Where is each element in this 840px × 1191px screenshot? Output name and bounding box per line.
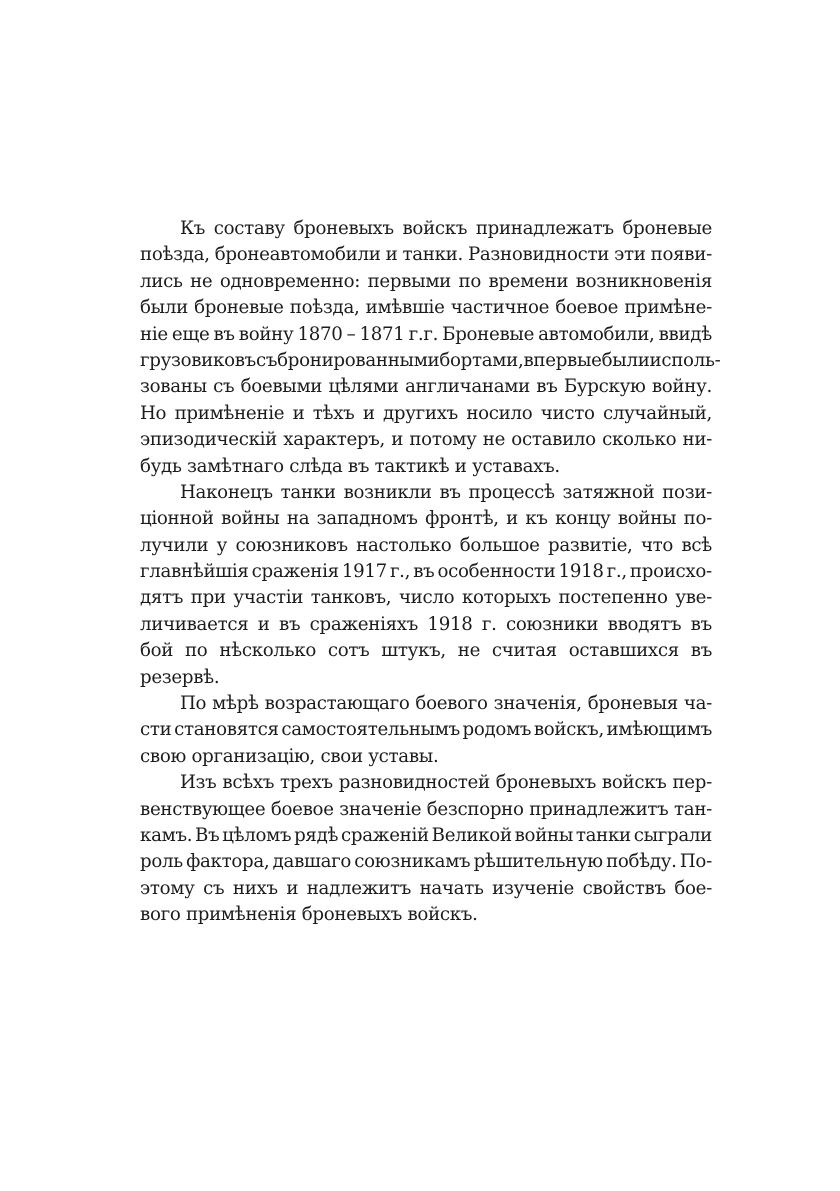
text-line: личивается и въ сраженіяхъ 1918 г. союзники вводятъ въ <box>140 613 712 635</box>
text-line: этому съ нихъ и надлежитъ начать изученіе свойствъ бое- <box>140 877 712 899</box>
text-line: главнѣйшія сраженія 1917 г., въ особенности 1918 г., происхо- <box>140 561 712 583</box>
text-line: Но примѣненіе и тѣхъ и другихъ носило чисто случайный, <box>140 402 712 424</box>
paragraph <box>140 691 712 770</box>
text-line: бой по нѣсколько сотъ штукъ, не считая оставшихся въ <box>140 640 712 662</box>
text-line: камъ. Въ цѣломъ рядѣ сраженій Великой войны танки сыграли <box>140 824 712 846</box>
text-line: зованы съ боевыми цѣлями англичанами въ Бурскую войну. <box>140 376 712 398</box>
text-line: свою организацію, свои уставы. <box>140 745 439 767</box>
text-line: ніе еще въ войну 1870 – 1871 г.г. Броневые автомобили, ввидѣ <box>140 323 712 345</box>
text-line: По мѣрѣ возрастающаго боевого значенія, броневыя ча- <box>180 693 712 715</box>
text-line: Къ составу броневыхъ войскъ принадлежатъ броневые <box>180 218 712 239</box>
text-line: грузовиковъ съ бронированными бортами, впервые были исполь- <box>140 349 721 371</box>
text-line: венствующее боевое значеніе безспорно принадлежитъ тан- <box>140 798 712 820</box>
paragraph <box>140 216 721 480</box>
text-line: вого примѣненія броневыхъ войскъ. <box>140 904 478 926</box>
text-line: сти становятся самостоятельнымъ родомъ войскъ, имѣющимъ <box>140 719 712 741</box>
text-line: будь замѣтнаго слѣда въ тактикѣ и уставахъ. <box>140 455 560 477</box>
paragraph <box>140 770 712 928</box>
text-line: ціонной войны на западномъ фронтѣ, и къ концу войны по- <box>140 508 712 530</box>
text-line: роль фактора, давшаго союзникамъ рѣшительную побѣду. По- <box>140 851 712 873</box>
paragraph <box>140 480 712 691</box>
text-line: поѣзда, бронеавтомобили и танки. Разновидности эти появи- <box>140 244 712 266</box>
text-line: лучили у союзниковъ настолько большое развитіе, что всѣ <box>140 534 712 556</box>
text-line: Наконецъ танки возникли въ процессѣ затяжной пози- <box>180 481 712 503</box>
text-line: дятъ при участіи танковъ, число которыхъ постепенно уве- <box>140 587 712 609</box>
body-text <box>140 216 721 929</box>
text-line: эпизодическій характеръ, и потому не оставило сколько ни- <box>140 429 712 451</box>
text-line: Изъ всѣхъ трехъ разновидностей броневыхъ войскъ пер- <box>180 772 712 794</box>
text-line: резервѣ. <box>140 666 220 688</box>
text-line: были броневые поѣзда, имѣвшіе частичное боевое примѣне- <box>140 297 712 319</box>
text-line: лись не одновременно: первыми по времени возникновенія <box>140 270 712 292</box>
